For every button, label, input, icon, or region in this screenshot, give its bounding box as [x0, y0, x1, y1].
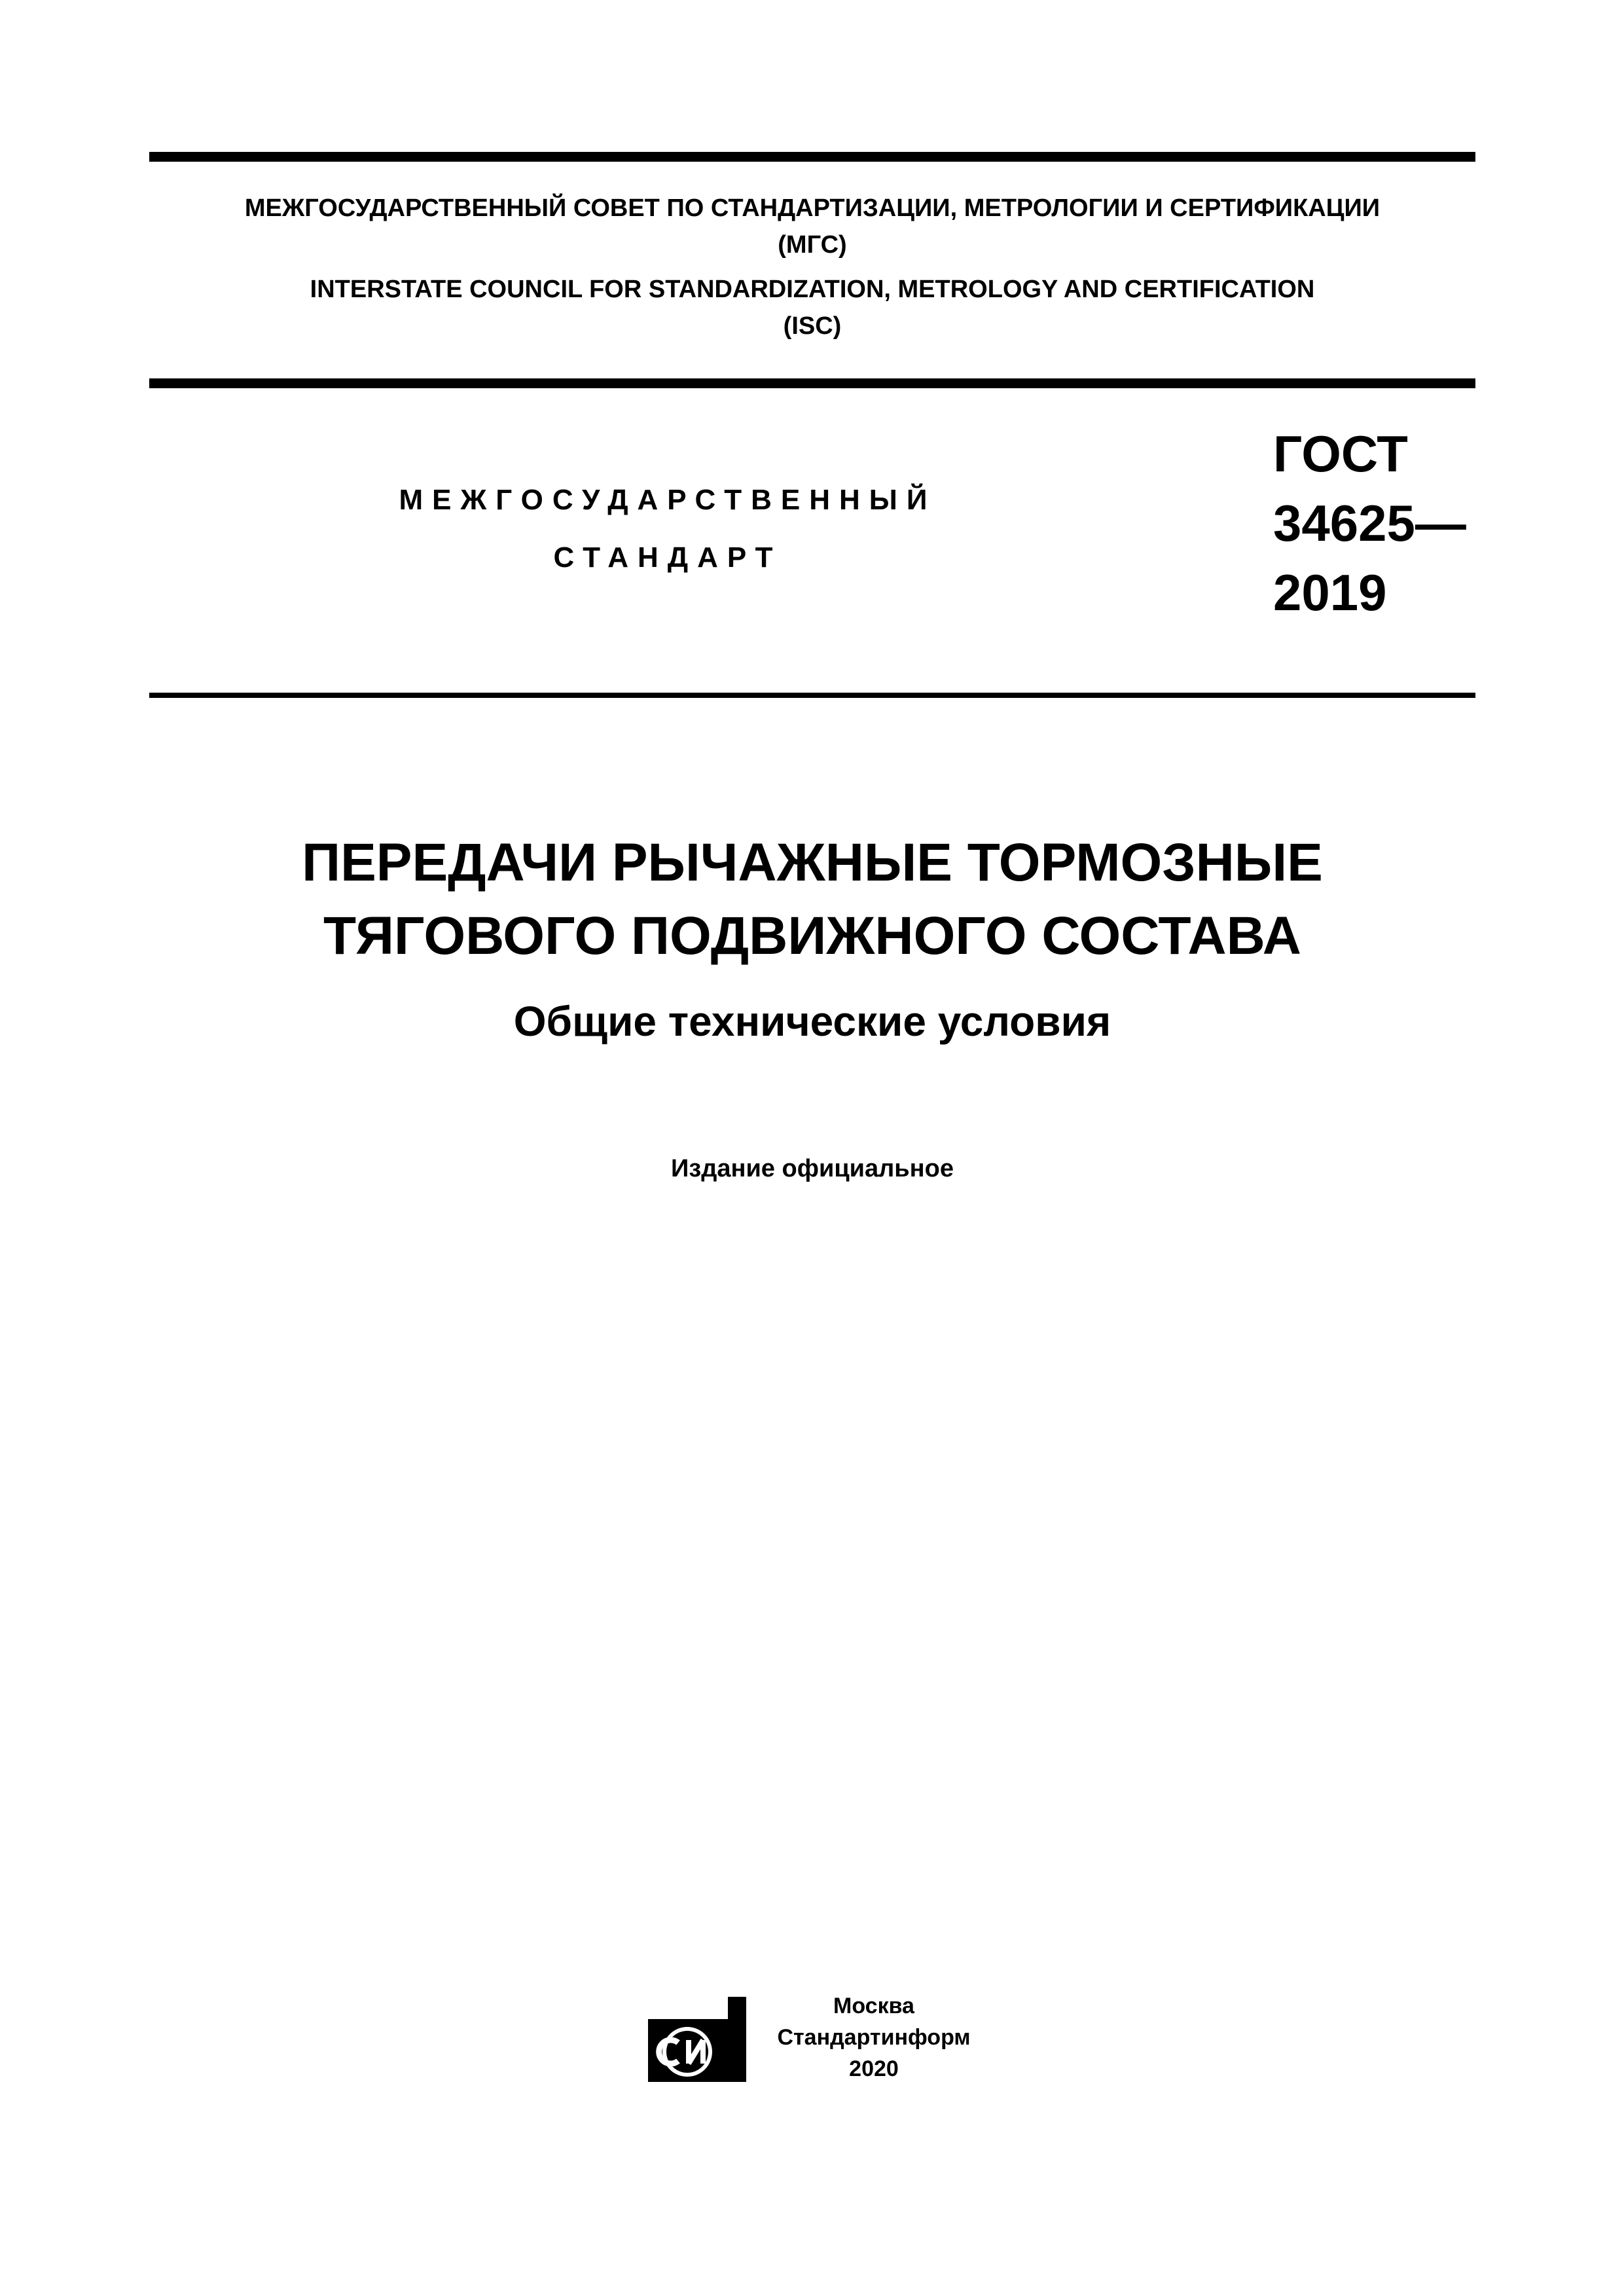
- lower-divider: [149, 693, 1475, 698]
- middle-divider: [149, 378, 1475, 388]
- council-header: [149, 190, 1475, 344]
- council-abbr-ru: (МГС): [778, 231, 847, 259]
- standartinform-logo-icon: [648, 1997, 746, 2082]
- title-line1: ПЕРЕДАЧИ РЫЧАЖНЫЕ ТОРМОЗНЫЕ: [302, 833, 1323, 892]
- gost-number-value: 34625—: [1273, 494, 1466, 552]
- council-abbr-en: (ISC): [783, 312, 842, 340]
- gost-year: 2019: [1273, 564, 1387, 621]
- gost-number: [1273, 419, 1466, 627]
- title-line2: ТЯГОВОГО ПОДВИЖНОГО СОСТАВА: [323, 906, 1301, 966]
- council-name-en: INTERSTATE COUNCIL FOR STANDARDIZATION, METROLOGY AND CERTIFICATION: [310, 276, 1315, 303]
- document-subtitle: Общие технические условия: [513, 998, 1111, 1045]
- council-name-ru: МЕЖГОСУДАРСТВЕННЫЙ СОВЕТ ПО СТАНДАРТИЗАЦИИ, МЕТРОЛОГИИ И СЕРТИФИКАЦИИ: [244, 194, 1380, 222]
- standard-type-line2: СТАНДАРТ: [553, 541, 782, 574]
- publisher-year: 2020: [849, 2056, 899, 2081]
- publisher-info: [753, 1990, 995, 2085]
- gost-label: ГОСТ: [1273, 425, 1408, 483]
- standard-type-line1: МЕЖГОСУДАРСТВЕННЫЙ: [399, 484, 937, 516]
- publisher-city: Москва: [833, 1994, 914, 2018]
- edition-note: Издание официальное: [671, 1155, 954, 1182]
- document-title: [149, 826, 1475, 973]
- publisher-name: Стандартинформ: [777, 2025, 971, 2050]
- top-divider: [149, 152, 1475, 162]
- standard-type: [367, 471, 969, 587]
